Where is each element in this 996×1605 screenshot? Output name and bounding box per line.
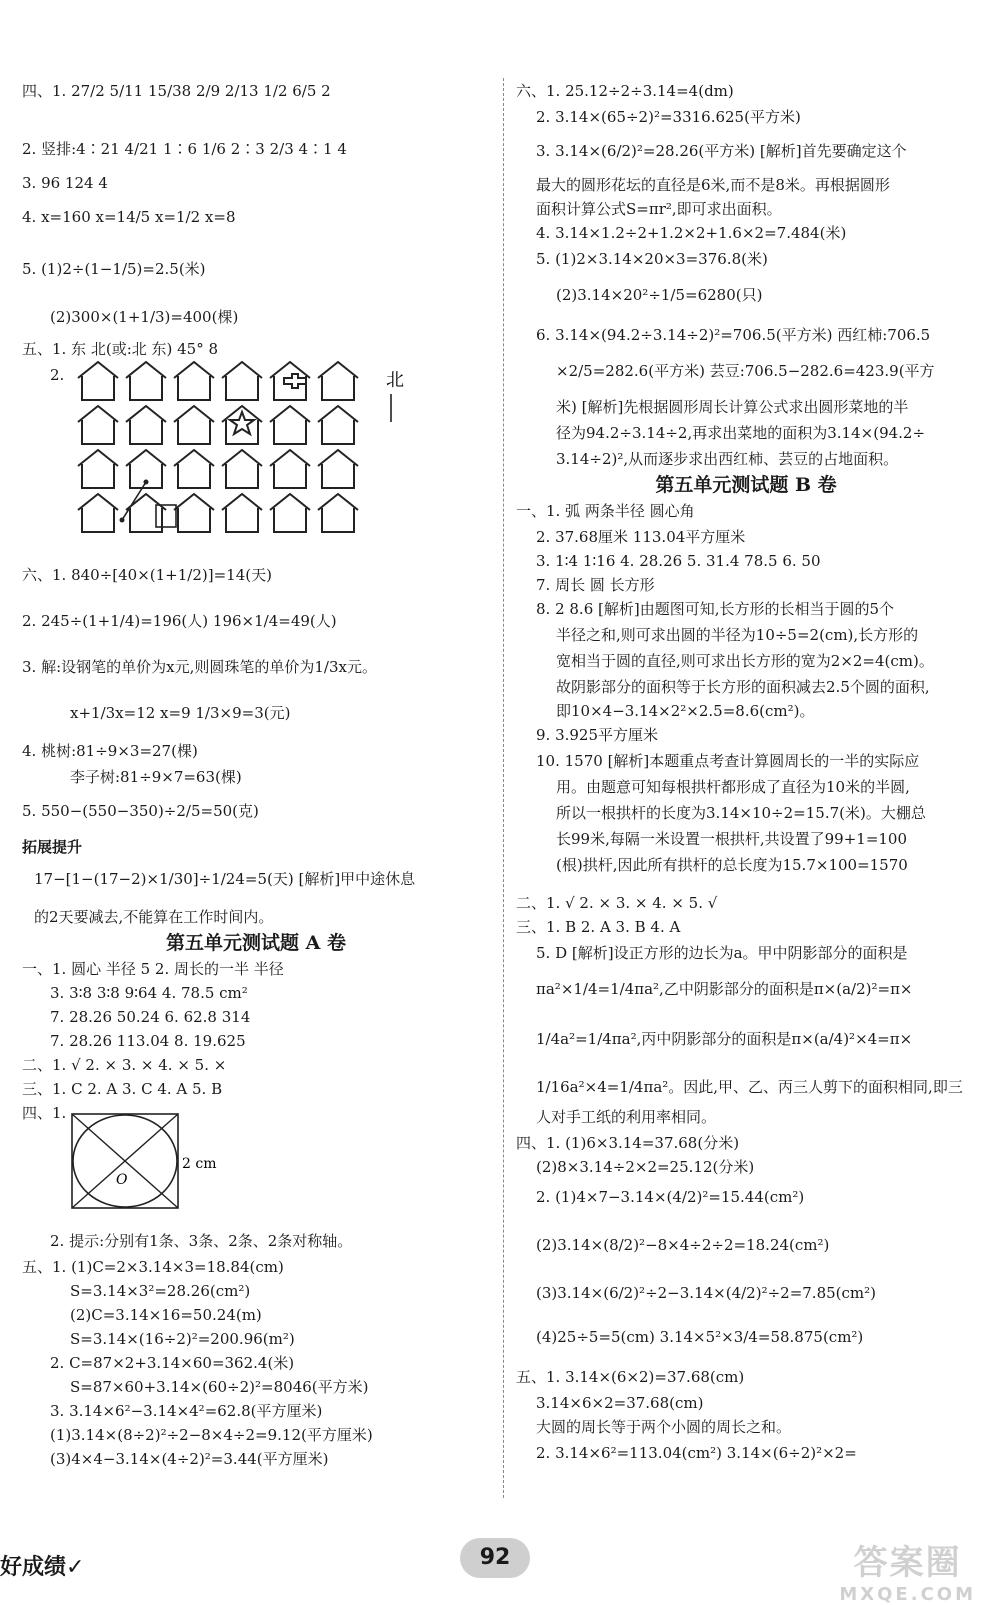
right-answer-line: 5. (1)2×3.14×20×3=376.8(米)	[536, 250, 768, 268]
column-divider	[503, 78, 504, 1498]
left-answer-line: 7. 28.26 113.04 8. 19.625	[50, 1032, 246, 1050]
right-answer-line: 10. 1570 [解析]本题重点考查计算圆周长的一半的实际应	[536, 752, 920, 770]
right-answer-line: 大圆的周长等于两个小圆的周长之和。	[536, 1418, 792, 1436]
check-icon: ✓	[66, 1555, 85, 1580]
house-icon	[78, 494, 118, 532]
right-answer-line: 三、1. B 2. A 3. B 4. A	[516, 918, 681, 936]
left-answer-line: 四、1. 27/2 5/11 15/38 2/9 2/13 1/2 6/5 2	[22, 82, 331, 100]
left-answer-line: 二、1. √ 2. × 3. × 4. × 5. ×	[22, 1056, 227, 1074]
square-circle-figure	[68, 1112, 238, 1212]
right-answer-line: (2)3.14×(8/2)²−8×4÷2÷2=18.24(cm²)	[536, 1236, 830, 1254]
right-answer-line: πa²×1/4=1/4πa²,乙中阴影部分的面积是π×(a/2)²=π×	[536, 980, 913, 998]
page-number: 92	[460, 1538, 530, 1578]
watermark: 答案圈 MXQE.COM	[839, 1543, 976, 1605]
right-answer-line: 故阴影部分的面积等于长方形的面积减去2.5个圆的面积,	[556, 678, 930, 696]
right-answer-line: 五、1. 3.14×(6×2)=37.68(cm)	[516, 1368, 745, 1386]
right-answer-line: (3)3.14×(6/2)²÷2−3.14×(4/2)²÷2=7.85(cm²)	[536, 1284, 876, 1302]
house-icon	[318, 494, 358, 532]
left-answer-line: 的2天要减去,不能算在工作时间内。	[34, 908, 274, 926]
house-icon	[78, 450, 118, 488]
right-answer-line: (2)3.14×20²÷1/5=6280(只)	[556, 286, 763, 304]
right-answer-line: (根)拱杆,因此所有拱杆的总长度为15.7×100=1570	[556, 856, 908, 874]
right-answer-line: 四、1. (1)6×3.14=37.68(分米)	[516, 1134, 740, 1152]
right-answer-line: 7. 周长 圆 长方形	[536, 576, 655, 594]
house-icon	[270, 494, 310, 532]
right-answer-line: 3.14×6×2=37.68(cm)	[536, 1394, 704, 1412]
left-answer-line: 五、1. (1)C=2×3.14×3=18.84(cm)	[22, 1258, 284, 1276]
left-answer-line: 2. 245÷(1+1/4)=196(人) 196×1/4=49(人)	[22, 612, 337, 630]
house-icon	[270, 362, 310, 400]
house-icon	[222, 450, 262, 488]
right-answer-line: 人对手工纸的利用率相同。	[536, 1108, 717, 1126]
house-grid-figure	[76, 360, 416, 550]
left-answer-line: 四、1.	[22, 1104, 67, 1122]
right-answer-line: 宽相当于圆的直径,则可求出长方形的宽为2×2=4(cm)。	[556, 652, 934, 670]
left-answer-line: 李子树:81÷9×7=63(棵)	[70, 768, 242, 786]
right-answer-line: 用。由题意可知每根拱杆都形成了直径为10米的半圆,	[556, 778, 910, 796]
left-answer-line: (2)C=3.14×16=50.24(m)	[70, 1306, 262, 1324]
left-answer-line: 7. 28.26 50.24 6. 62.8 314	[50, 1008, 251, 1026]
right-answer-line: 所以一根拱杆的长度为3.14×10÷2=15.7(米)。大棚总	[556, 804, 926, 822]
right-answer-line: 六、1. 25.12÷2÷3.14=4(dm)	[516, 82, 734, 100]
house-icon	[126, 362, 166, 400]
house-icon	[78, 362, 118, 400]
house-icon	[126, 406, 166, 444]
right-answer-line: 第五单元测试题 B 卷	[655, 474, 837, 496]
right-answer-line: 即10×4−3.14×2²×2.5=8.6(cm²)。	[556, 702, 815, 720]
right-answer-line: (2)8×3.14÷2×2=25.12(分米)	[536, 1158, 755, 1176]
left-answer-line: S=3.14×3²=28.26(cm²)	[70, 1282, 251, 1300]
house-icon	[174, 450, 214, 488]
left-answer-line: 3. 96 124 4	[22, 174, 108, 192]
right-answer-line: 1/4a²=1/4πa²,丙中阴影部分的面积是π×(a/4)²×4=π×	[536, 1030, 913, 1048]
left-answer-line: 六、1. 840÷[40×(1+1/2)]=14(天)	[22, 566, 272, 584]
right-answer-line: 8. 2 8.6 [解析]由题图可知,长方形的长相当于圆的5个	[536, 600, 895, 618]
right-answer-line: 径为94.2÷3.14÷2,再求出菜地的面积为3.14×(94.2÷	[556, 424, 926, 442]
left-answer-line: 拓展提升	[22, 838, 83, 856]
left-answer-line: 3. 3.14×6²−3.14×4²=62.8(平方厘米)	[50, 1402, 323, 1420]
left-answer-line: 4. x=160 x=14/5 x=1/2 x=8	[22, 208, 236, 226]
right-answer-line: (4)25÷5=5(cm) 3.14×5²×3/4=58.875(cm²)	[536, 1328, 864, 1346]
right-answer-line: 二、1. √ 2. × 3. × 4. × 5. √	[516, 894, 718, 912]
right-answer-line: 6. 3.14×(94.2÷3.14÷2)²=706.5(平方米) 西红柿:706.5	[536, 326, 931, 344]
right-answer-line: 3. 3.14×(6/2)²=28.26(平方米) [解析]首先要确定这个	[536, 142, 907, 160]
left-answer-line: 5. (1)2÷(1−1/5)=2.5(米)	[22, 260, 206, 278]
right-answer-line: 一、1. 弧 两条半径 圆心角	[516, 502, 695, 520]
left-answer-line: x+1/3x=12 x=9 1/3×9=3(元)	[70, 704, 291, 722]
right-answer-line: 面积计算公式S=πr²,即可求出面积。	[536, 200, 782, 218]
right-answer-line: 最大的圆形花坛的直径是6米,而不是8米。再根据圆形	[536, 176, 890, 194]
right-answer-line: 1/16a²×4=1/4πa²。因此,甲、乙、丙三人剪下的面积相同,即三	[536, 1078, 963, 1096]
right-answer-line: 2. 37.68厘米 113.04平方厘米	[536, 528, 746, 546]
right-answer-line: ×2/5=282.6(平方米) 芸豆:706.5−282.6=423.9(平方	[556, 362, 935, 380]
left-answer-line: 五、1. 东 北(或:北 东) 45° 8	[22, 340, 219, 358]
left-answer-line: 17−[1−(17−2)×1/30]÷1/24=5(天) [解析]甲中途休息	[34, 870, 416, 888]
house-icon	[78, 406, 118, 444]
right-answer-line: 4. 3.14×1.2÷2+1.2×2+1.6×2=7.484(米)	[536, 224, 847, 242]
house-icon	[318, 362, 358, 400]
hospital-cross-icon	[284, 374, 306, 388]
right-answer-line: 9. 3.925平方厘米	[536, 726, 659, 744]
left-answer-line: 5. 550−(550−350)÷2/5=50(克)	[22, 802, 259, 820]
house-icon	[174, 494, 214, 532]
house-icon	[270, 450, 310, 488]
north-label: 北	[386, 370, 404, 391]
left-answer-line: 一、1. 圆心 半径 5 2. 周长的一半 半径	[22, 960, 284, 978]
side-length-label: 2 cm	[182, 1156, 217, 1172]
left-answer-line: 2. 提示:分别有1条、3条、2条、2条对称轴。	[50, 1232, 353, 1250]
house-icon	[318, 450, 358, 488]
house-icon	[318, 406, 358, 444]
right-answer-line: 半径之和,则可求出圆的半径为10÷5=2(cm),长方形的	[556, 626, 919, 644]
left-answer-line: (3)4×4−3.14×(4÷2)²=3.44(平方厘米)	[50, 1450, 329, 1468]
left-answer-line: (2)300×(1+1/3)=400(棵)	[50, 308, 239, 326]
left-answer-line: 三、1. C 2. A 3. C 4. A 5. B	[22, 1080, 223, 1098]
left-answer-line: 2.	[50, 366, 65, 384]
right-answer-line: 2. (1)4×7−3.14×(4/2)²=15.44(cm²)	[536, 1188, 805, 1206]
right-answer-line: 2. 3.14×6²=113.04(cm²) 3.14×(6÷2)²×2=	[536, 1444, 857, 1462]
house-icon	[222, 362, 262, 400]
left-answer-line: 2. C=87×2+3.14×60=362.4(米)	[50, 1354, 295, 1372]
right-answer-line: 米) [解析]先根据圆形周长计算公式求出圆形菜地的半	[556, 398, 909, 416]
left-answer-line: 2. 竖排:4∶21 4/21 1∶6 1/6 2∶3 2/3 4∶1 4	[22, 140, 347, 158]
house-icon	[174, 362, 214, 400]
house-icon	[270, 406, 310, 444]
star-icon	[230, 412, 254, 434]
right-answer-line: 3. 1∶4 1∶16 4. 28.26 5. 31.4 78.5 6. 50	[536, 552, 821, 570]
right-answer-line: 5. D [解析]设正方形的边长为a。甲中阴影部分的面积是	[536, 944, 908, 962]
left-answer-line: 4. 桃树:81÷9×3=27(棵)	[22, 742, 198, 760]
left-answer-line: S=87×60+3.14×(60÷2)²=8046(平方米)	[70, 1378, 369, 1396]
left-answer-line: S=3.14×(16÷2)²=200.96(m²)	[70, 1330, 295, 1348]
center-label: O	[116, 1172, 128, 1188]
right-answer-line: 长99米,每隔一米设置一根拱杆,共设置了99+1=100	[556, 830, 908, 848]
left-answer-line: 第五单元测试题 A 卷	[166, 932, 346, 954]
right-answer-line: 2. 3.14×(65÷2)²=3316.625(平方米)	[536, 108, 801, 126]
footer-logo: 好成绩✓	[0, 1555, 85, 1580]
house-icon	[222, 494, 262, 532]
house-icon	[174, 406, 214, 444]
left-answer-line: (1)3.14×(8÷2)²÷2−8×4÷2=9.12(平方厘米)	[50, 1426, 373, 1444]
left-answer-line: 3. 3∶8 3∶8 9∶64 4. 78.5 cm²	[50, 984, 248, 1002]
left-answer-line: 3. 解:设钢笔的单价为x元,则圆珠笔的单价为1/3x元。	[22, 658, 377, 676]
right-answer-line: 3.14÷2)²,从而逐步求出西红柿、芸豆的占地面积。	[556, 450, 899, 468]
